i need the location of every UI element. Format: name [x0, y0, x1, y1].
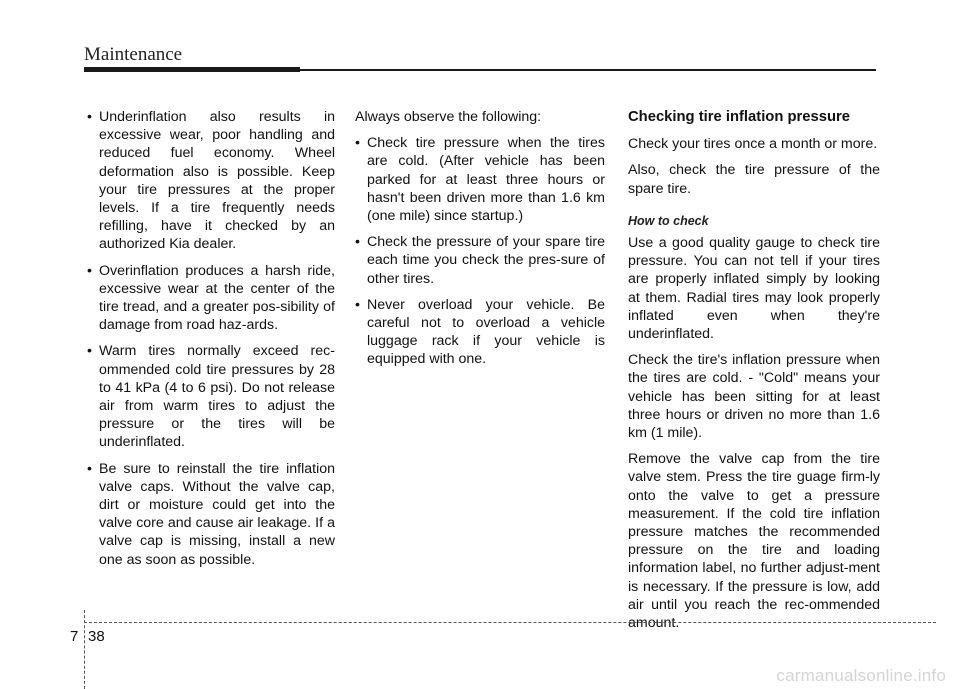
section-heading: Checking tire inflation pressure: [628, 109, 851, 125]
footer-vertical-divider: [84, 610, 85, 689]
bullet-item: • Underinflation also results in excessive wear, poor handling and reduced fuel economy. Wheel deformation also is possible. Keep your tire pressures at the proper levels. If a tire frequently needs refilling, have it checked by an authorized Kia dealer.: [87, 108, 335, 254]
paragraph: Also, check the tire pressure of the spare tire.: [628, 162, 880, 197]
bullet-item: • Check tire pressure when the tires are cold. (After vehicle has been parked for at least three hours or hasn't been driven more than 1.6 km (one mile) since startup.): [355, 134, 605, 225]
paragraph: Use a good quality gauge to check tire pressure. You can not tell if your tires are properly inflated simply by looking at them. Radial tires may look properly inflated even when they're underinflated.: [628, 235, 880, 343]
bullet-item: • Check the pressure of your spare tire each time you check the pres-sure of other tires.: [355, 233, 605, 288]
page-number: 38: [88, 628, 105, 645]
column-1: [87, 108, 335, 577]
header-rule-thick: [84, 67, 300, 72]
bullet-item: • Warm tires normally exceed rec-ommended cold tire pressures by 28 to 41 kPa (4 to 6 psi). Do not release air from warm tires to adjust the pressure or the tires will be underinflated.: [87, 342, 335, 451]
intro-text: Always observe the following:: [355, 109, 542, 125]
paragraph: Check your tires once a month or more.: [628, 136, 878, 153]
footer-divider: [84, 622, 936, 623]
column-3: [628, 108, 880, 640]
paragraph: Check the tire's inflation pressure when the tires are cold. - "Cold" means your vehicle has been sitting for at least three hours or driven no more than 1.6 km (1 mile).: [628, 352, 880, 442]
bullet-item: • Never overload your vehicle. Be careful not to overload a vehicle luggage rack if your vehicle is equipped with one.: [355, 296, 605, 369]
bullet-list-2: [355, 134, 605, 368]
column-2: [355, 108, 605, 377]
chapter-number: 7: [70, 628, 79, 645]
bullet-item: • Be sure to reinstall the tire inflation valve caps. Without the valve cap, dirt or moisture could get into the valve core and cause air leakage. If a valve cap is missing, install a new one as soon as possible.: [87, 460, 335, 569]
bullet-item: • Overinflation produces a harsh ride, excessive wear at the center of the tire tread, and a greater pos-sibility of damage from road haz-ards.: [87, 262, 335, 335]
sub-heading: How to check: [628, 213, 709, 228]
section-title: Maintenance: [84, 44, 183, 65]
header-rule-thin: [300, 69, 876, 71]
paragraph: Remove the valve cap from the tire valve stem. Press the tire guage firm-ly onto the valve to get a pressure measurement. If the cold tire inflation pressure matches the recommended pressure on the tire and loading information label, no further adjust-ment is necessary. If the pressure is low, add air until you reach the rec-ommended amount.: [628, 451, 880, 632]
watermark: carmanualsonline.info: [776, 666, 946, 685]
bullet-list-1: [87, 108, 335, 569]
